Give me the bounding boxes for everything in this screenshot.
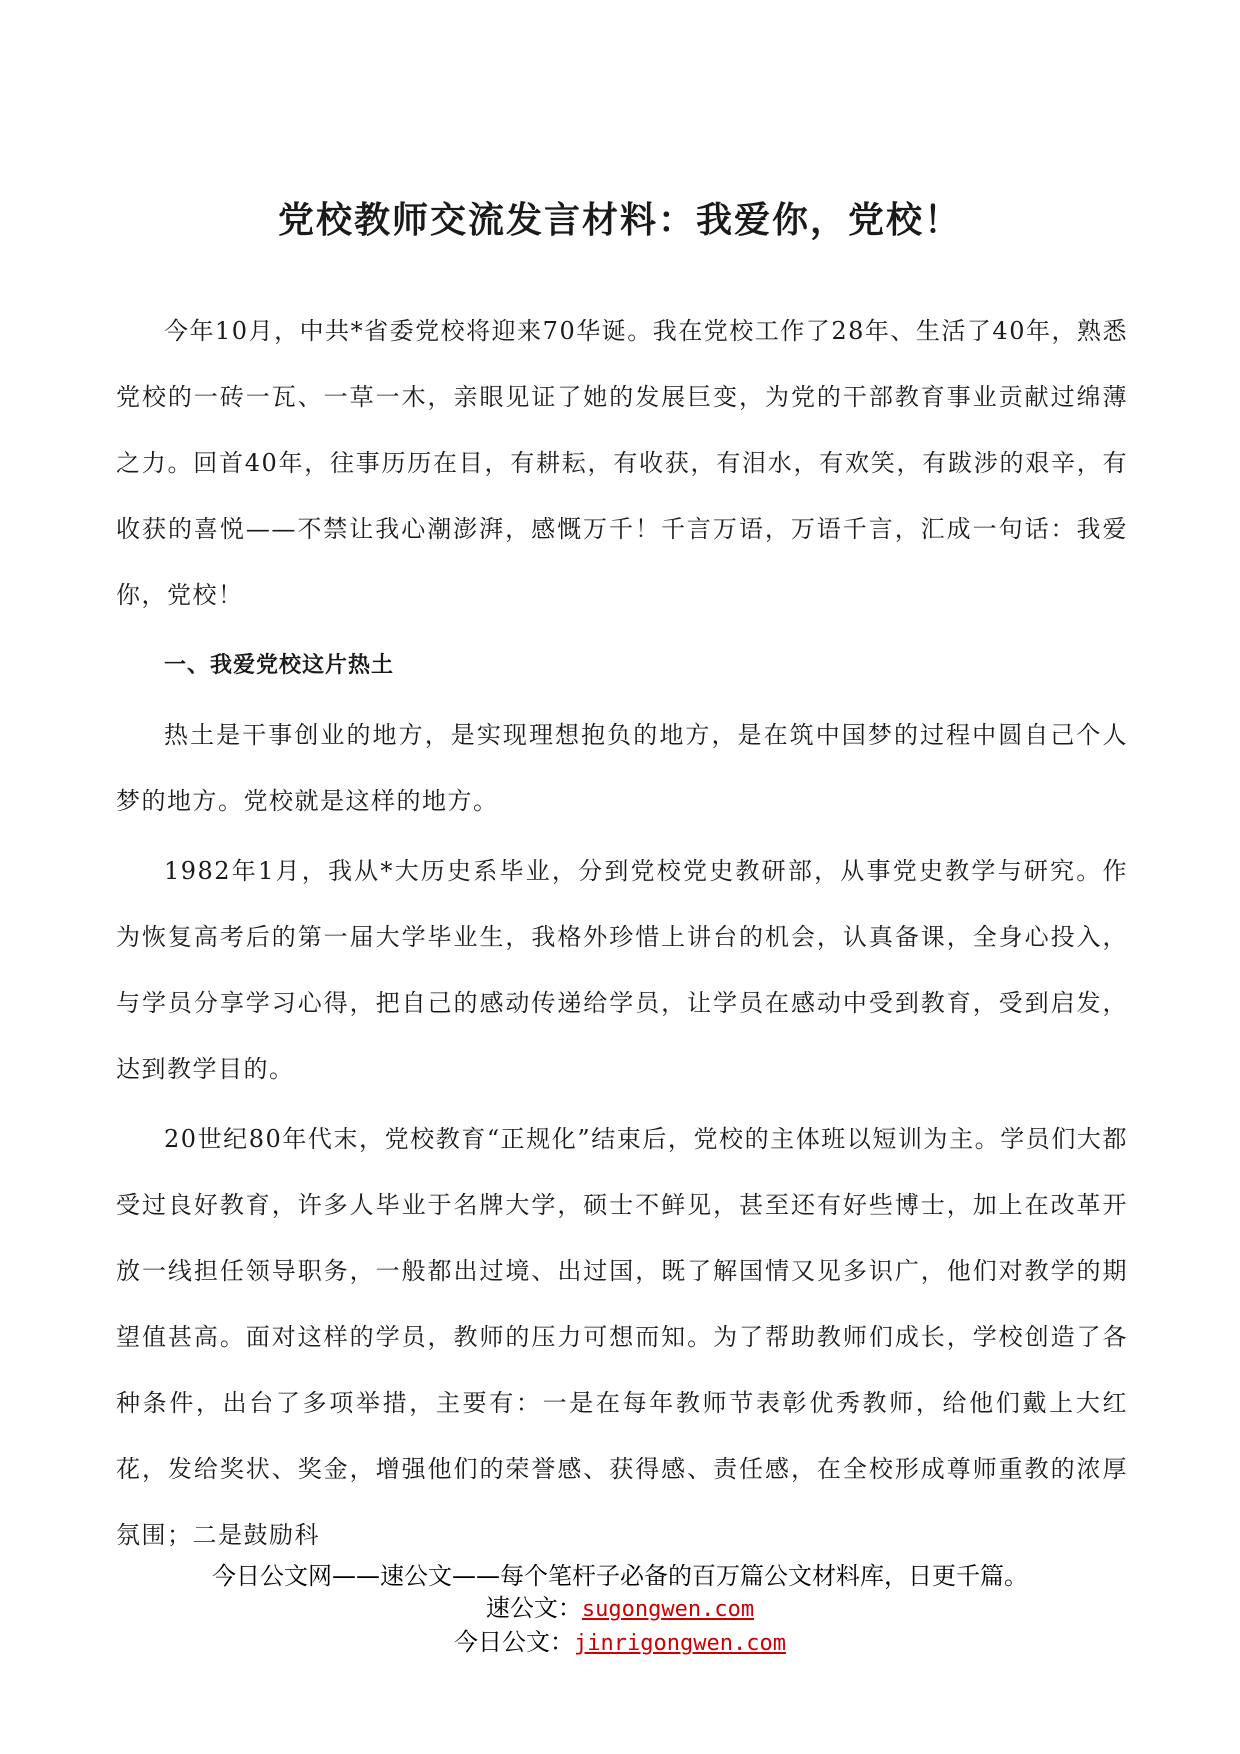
footer-link-row-1	[0, 1592, 1240, 1626]
document-body	[116, 298, 1128, 1568]
paragraph-intro: 今年10月，中共*省委党校将迎来70华诞。我在党校工作了28年、生活了40年，熟悉党校的一砖一瓦、一草一木，亲眼见证了她的发展巨变，为党的干部教育事业贡献过绵薄之力。回首40年，往事历历在目，有耕耘，有收获，有泪水，有欢笑，有跋涉的艰辛，有收获的喜悦——不禁让我心潮澎湃，感慨万千！千言万语，万语千言，汇成一句话：我爱你，党校！	[116, 317, 1128, 609]
paragraph: 1982年1月，我从*大历史系毕业，分到党校党史教研部，从事党史教学与研究。作为恢复高考后的第一届大学毕业生，我格外珍惜上讲台的机会，认真备课，全身心投入，与学员分享学习心得，把自己的感动传递给学员，让学员在感动中受到教育，受到启发，达到教学目的。	[116, 857, 1128, 1083]
sugongwen-link[interactable]: sugongwen.com	[581, 1597, 755, 1622]
paragraph: 20世纪80年代末，党校教育“正规化”结束后，党校的主体班以短训为主。学员们大都受过良好教育，许多人毕业于名牌大学，硕士不鲜见，甚至还有好些博士，加上在改革开放一线担任领导职务，一般都出过境、出过国，既了解国情又见多识广，他们对教学的期望值甚高。面对这样的学员，教师的压力可想而知。为了帮助教师们成长，学校创造了各种条件，出台了多项举措，主要有：一是在每年教师节表彰优秀教师，给他们戴上大红花，发给奖状、奖金，增强他们的荣誉感、获得感、责任感，在全校形成尊师重教的浓厚氛围；二是鼓励科	[116, 1125, 1128, 1549]
footer	[0, 1560, 1240, 1660]
footer-link-label: 今日公文：	[454, 1628, 575, 1656]
footer-link-label: 速公文：	[485, 1594, 582, 1622]
paragraph: 热土是干事创业的地方，是实现理想抱负的地方，是在筑中国梦的过程中圆自己个人梦的地方。党校就是这样的地方。	[116, 721, 1128, 815]
page-title: 党校教师交流发言材料：我爱你，党校！	[277, 199, 962, 241]
jinrigongwen-link[interactable]: jinrigongwen.com	[574, 1631, 786, 1656]
section-heading: 一、我爱党校这片热土	[164, 652, 395, 678]
footer-tagline: 今日公文网——速公文——每个笔杆子必备的百万篇公文材料库，日更千篇。	[212, 1562, 1028, 1590]
footer-link-row-2	[0, 1626, 1240, 1660]
